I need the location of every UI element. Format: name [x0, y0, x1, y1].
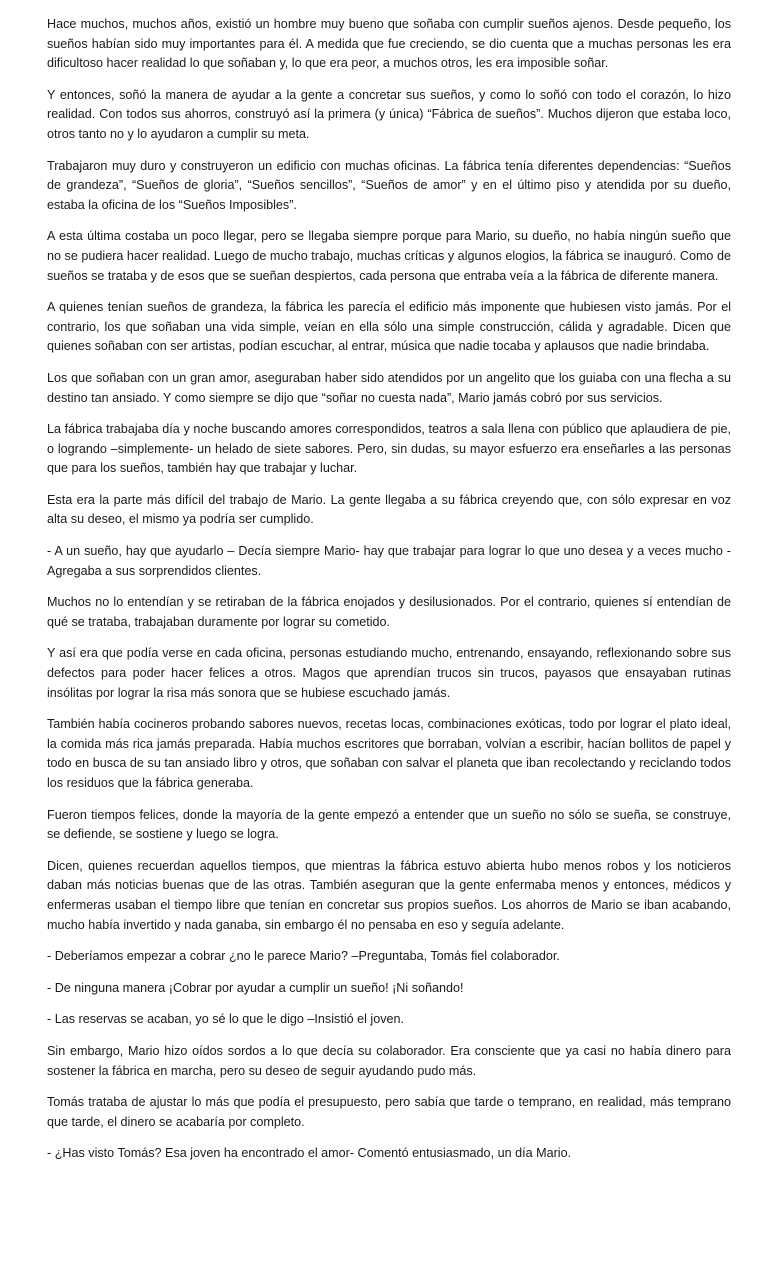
paragraph-13: Fueron tiempos felices, donde la mayoría de la gente empezó a entender que un sueño no sólo se sueña, se construye, se defiende, se sostiene y luego se logra. [47, 807, 731, 842]
paragraph-12: También había cocineros probando sabores nuevos, recetas locas, combinaciones exóticas, todo por lograr el plato ideal, la comida más rica jamás preparada. Había muchos escritores que borraban, volvían a escribir, hacían bollitos de papel y todo en busca de su tan ansiado libro y otros, que soñaban con salvar el planeta que iban recolectando y reciclando todos los residuos que la fábrica generaba. [47, 717, 731, 790]
paragraph-10: Muchos no lo entendían y se retiraban de la fábrica enojados y desilusionados. Por el contrario, quienes sí entendían de qué se trataba, trabajaban duramente por lograr su cometido. [47, 595, 731, 629]
paragraph-15: - Deberíamos empezar a cobrar ¿no le parece Mario? –Preguntaba, Tomás fiel colaborador. [47, 949, 560, 964]
paragraph-3: Trabajaron muy duro y construyeron un edificio con muchas oficinas. La fábrica tenía diferentes dependencias: “Sueños de grandeza”, “Sueños de gloria”, “Sueños sencillos”, “Sueños de amor” y en el último piso y atendida por su dueño, estaba la oficina de los “Sueños Imposibles”. [47, 158, 731, 212]
paragraph-2: Y entonces, soñó la manera de ayudar a la gente a concretar sus sueños, y como lo soñó con todo el corazón, lo hizo realidad. Con todos sus ahorros, construyó así la primera (y única) “Fábrica de sueños”. Muchos dijeron que estaba loco, otros tanto no y lo ayudaron a cumplir su meta. [47, 87, 731, 141]
paragraph-7: La fábrica trabajaba día y noche buscando amores correspondidos, teatros a sala llena con público que aplaudiera de pie, o logrando –simplemente- un helado de siete sabores. Pero, sin dudas, su mayor esfuerzo era enseñarles a las personas que para los sueños, también hay que trabajar y luchar. [47, 422, 731, 476]
paragraph-1: Hace muchos, muchos años, existió un hombre muy bueno que soñaba con cumplir sueños ajenos. Desde pequeño, los sueños habían sido muy importantes para él. A medida que fue creciendo, se dio cuenta que a muchas personas les era dificultoso hacer realidad lo que soñaban y, lo que era peor, a muchos otros, les era imposible soñar. [47, 17, 731, 71]
paragraph-4: A esta última costaba un poco llegar, pero se llegaba siempre porque para Mario, su dueño, no había ningún sueño que no se pudiera hacer realidad. Luego de mucho trabajo, muchas críticas y algunos elogios, la fábrica se inauguró. Como de sueños se trataba y de esos que se sueñan despiertos, cada persona que entraba veía a la fábrica de diferente manera. [47, 229, 731, 283]
paragraph-19: Tomás trataba de ajustar lo más que podía el presupuesto, pero sabía que tarde o temprano, en realidad, más temprano que tarde, el dinero se acabaría por completo. [47, 1095, 731, 1129]
paragraph-20: - ¿Has visto Tomás? Esa joven ha encontrado el amor- Comentó entusiasmado, un día Mario. [47, 1146, 572, 1161]
paragraph-11: Y así era que podía verse en cada oficina, personas estudiando mucho, entrenando, ensayando, reflexionando sobre sus defectos para poder hacer felices a otros. Magos que aprendían trucos sin trucos, payasos que ensayaban rutinas insólitas por lograr la risa más sonora que se hubiese escuchado jamás. [47, 646, 731, 700]
paragraph-16: - De ninguna manera ¡Cobrar por ayudar a cumplir un sueño! ¡Ni soñando! [47, 980, 464, 995]
paragraph-18: Sin embargo, Mario hizo oídos sordos a lo que decía su colaborador. Era consciente que ya casi no había dinero para sostener la fábrica en marcha, pero su deseo de seguir ayudando pudo más. [47, 1043, 731, 1078]
paragraph-9: - A un sueño, hay que ayudarlo – Decía siempre Mario- hay que trabajar para lograr lo que uno desea y a veces mucho -Agregaba a sus sorprendidos clientes. [47, 544, 731, 578]
paragraph-14: Dicen, quienes recuerdan aquellos tiempos, que mientras la fábrica estuvo abierta hubo menos robos y los noticieros daban más noticias buenas que de las otras. También aseguran que la gente enfermaba menos y entonces, médicos y enfermeras usaban el tiempo libre que tenían en concretar sus propios sueños. Los ahorros de Mario se iban acabando, mucho había invertido y nada ganaba, sin embargo él no pensaba en eso y seguía adelante. [47, 858, 731, 932]
paragraph-17: - Las reservas se acaban, yo sé lo que le digo –Insistió el joven. [47, 1012, 405, 1027]
paragraph-5: A quienes tenían sueños de grandeza, la fábrica les parecía el edificio más imponente que hubiesen visto jamás. Por el contrario, los que soñaban una vida simple, veían en ella sólo una simple construcción, cálida y agradable. Dicen que quienes soñaban con ser artistas, podían escuchar, al entrar, música que nadie tocaba y aplausos que nadie brindaba. [47, 300, 731, 354]
document-page [47, 15, 731, 1176]
paragraph-8: Esta era la parte más difícil del trabajo de Mario. La gente llegaba a su fábrica creyendo que, con sólo expresar en voz alta su deseo, el mismo ya podría ser cumplido. [47, 492, 731, 527]
paragraph-6: Los que soñaban con un gran amor, aseguraban haber sido atendidos por un angelito que los guiaba con una flecha a su destino tan ansiado. Y como siempre se dijo que “soñar no cuesta nada”, Mario jamás cobró por sus servicios. [47, 370, 731, 405]
